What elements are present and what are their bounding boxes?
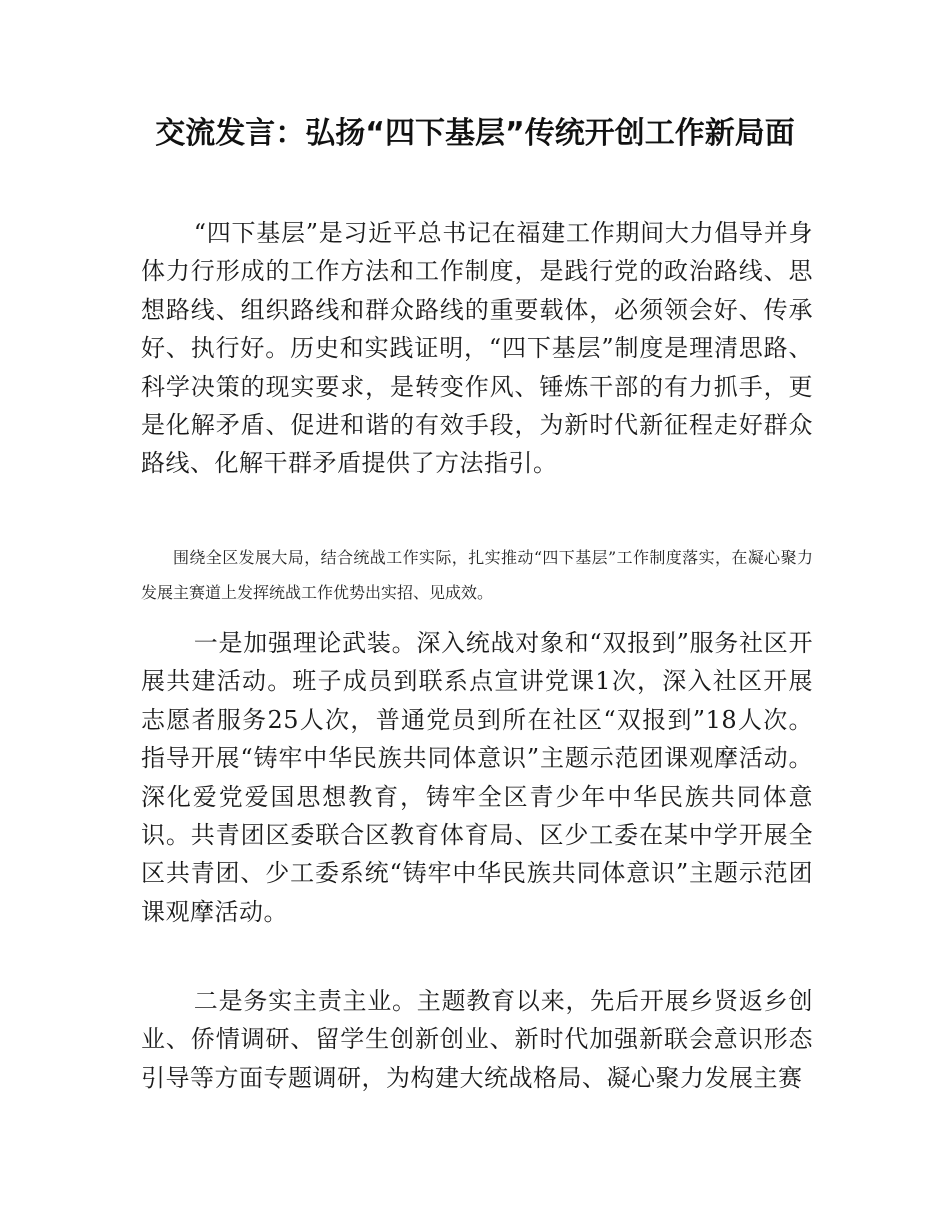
- summary-paragraph: 围绕全区发展大局，结合统战工作实际，扎实推动“四下基层”工作制度落实，在凝心聚力发展主赛道上发挥统战工作优势出实招、见成效。: [141, 548, 813, 602]
- intro-paragraph: “四下基层”是习近平总书记在福建工作期间大力倡导并身体力行形成的工作方法和工作制度，是践行党的政治路线、思想路线、组织路线和群众路线的重要载体，必须领会好、传承好、执行好。历史和实践证明，“四下基层”制度是理清思路、科学决策的现实要求，是转变作风、锤炼干部的有力抓手，更是化解矛盾、促进和谐的有效手段，为新时代新征程走好群众路线、化解干群矛盾提供了方法指引。: [141, 219, 813, 478]
- section-two-paragraph: 二是务实主责主业。主题教育以来，先后开展乡贤返乡创业、侨情调研、留学生创新创业、新时代加强新联会意识形态引导等方面专题调研，为构建大统战格局、凝心聚力发展主赛: [141, 987, 813, 1092]
- document-title: 交流发言：弘扬“四下基层”传统开创工作新局面: [155, 116, 795, 151]
- section-one-paragraph: 一是加强理论武装。深入统战对象和“双报到”服务社区开展共建活动。班子成员到联系点宣讲党课1次，深入社区开展志愿者服务25人次，普通党员到所在社区“双报到”18人次。指导开展“铸牢中华民族共同体意识”主题示范团课观摩活动。深化爱党爱国思想教育，铸牢全区青少年中华民族共同体意识。共青团区委联合区教育体育局、区少工委在某中学开展全区共青团、少工委系统“铸牢中华民族共同体意识”主题示范团课观摩活动。: [141, 629, 813, 926]
